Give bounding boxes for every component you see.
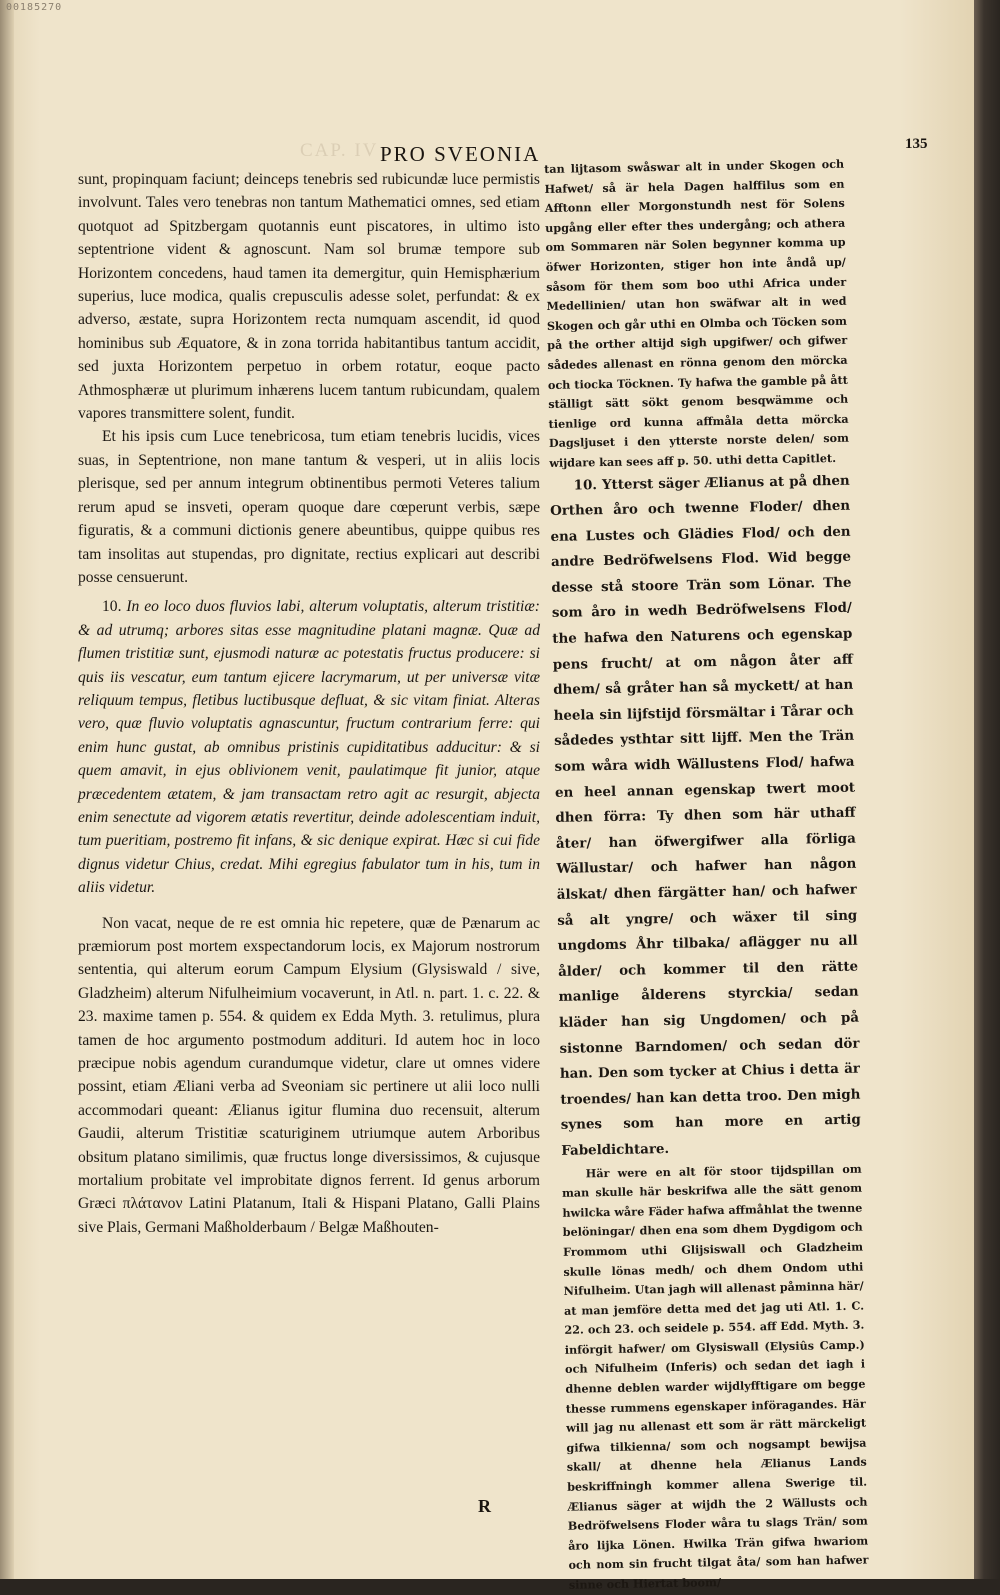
- signature-mark: R: [478, 1496, 491, 1516]
- library-stamp: 00185270: [6, 2, 63, 13]
- latin-paragraph-2: Et his ipsis cum Luce tenebricosa, tum etiam tenebris lucidis, vices suas, in Septentrione, non mane tantum & vesperi, ut in aliis locis plerisque, sed per annum integrum obtinentibus permoti Veteres talium rerum apud se insveti, operam quoque dare cœperunt verbis, sæpe figuratis, & a communi dictionis genere abeuntibus, quippe quibus res tam insolitas aut stupendas, pro dignitate, rectius explicari aut describi posse censuerunt.: [78, 428, 540, 586]
- page-gutter: [0, 0, 14, 1579]
- latin-paragraph-1: sunt, propinquam faciunt; deinceps tenebris sed rubicundæ luce permistis involvunt. Tales vero tenebras non tantum Mathematici omnes, sed etiam quotquot ad Spitzbergam quotannis eunt piscatores, in ultimo isto septentrione vident & agnoscunt. Nam sol brumæ tempore sub Horizontem concedens, haud tamen ita demergitur, quin Hemisphærium superius, luce modica, qualis crepusculis adesse solet, perfundat: & ex adverso, æstate, supra Horizontem recta numquam ascendit, id quod hominibus sub Æquatore, & in zona torrida habitantibus tantum accidit, sed juxta Horizontem perpetuo in orbem rotatur, eoque pacto Athmosphæræ ut plurimum inhærens lucem tantum rubicundam, qualem vapores transmittere solent, fundit.: [78, 171, 540, 423]
- book-edge: [974, 0, 1000, 1579]
- swedish-column: [544, 155, 869, 1595]
- latin-quote-paragraph: [78, 595, 540, 899]
- swedish-paragraph-1: tan lijtasom swåswar alt in under Skogen och Hafwet/ så är hela Dagen halffilus som en Afftonn eller Morgonstundh nest för Solens upgång eller efter thes undergång; och athera om Sommaren när Solen begynner komma up öfwer Horizonten, stiger hon inte åndå up/ såsom för them som boo uthi Africa under Medellinien/ utan hon swäfwar alt in wed Skogen och går uthi en Olmba och Töcken som på the orther altijd sigh upgifwer/ och gifwer sådedes allenast en rönna genom den mörcka och tiocka Töcknen. Ty hafwa the gamble på ått ställigt sätt sökt genom besqwämme och tienlige ord kunna affmåla detta mörcka Dagsljuset i den ytterste norste delen/ som wijdare kan sees aff p. 50. uthi detta Capitlet.: [544, 156, 850, 470]
- section-number: 10.: [102, 598, 122, 616]
- swedish-paragraph-3: Här were en alt för stoor tijdspillan om man skulle här beskrifwa alle the sätt genom hwilcka wåre Fäder hafwa affmåhlat the twenne belöningar/ dhen ena som dhem Dygdigom och Frommom uthi Glijsiswall och Gladzheim skulle lönas medh/ och dhem Ondom uthi Nifulheim. Utan jagh will allenast påminna här/ at man jemföre detta med det jag uti Atl. 1. C. 22. och 23. och seidele p. 554. aff Edd. Myth. 3. införgit hafwer/ om Glysiswall (Elysiûs Camp.) och Nifulheim (Inferis) och sedan det iagh i dhenne deblen warder wijdlyfftigare om begge thesse rummens egenskaper införagandes. Här will jag nu allenast ett som är rätt märckeligt gifwa tilkienna/ som och nogsampt bewijsa skall/ at dhenne hela Ælianus Lands beskriffningh kommer allena Swerige til. Ælianus säger at wijdh the 2 Wällusts och Bedröfwelsens Floder wåra tu slags Trän/ som åro lijka Lönen. Hwilka Trän gifwa hwariom och nom sin frucht tilgat åta/ som han hafwer sinne och Hiertat boom/: [561, 1161, 869, 1592]
- page-number: 135: [905, 136, 928, 152]
- latin-paragraph-4: Non vacat, neque de re est omnia hic repetere, quæ de Pænarum ac præmiorum post mortem exspectandorum locis, ex Majorum nostrorum sententia, qui alterum eorum Campum Elysium (Glysiswald / sive, Gladzheim) alterum Nifulheimium vocaverunt, in Atl. n. part. 1. c. 22. & 23. maxime tamen p. 554. & quidem ex Edda Myth. 3. retulimus, plura tamen de hoc argumento postmodum addituri. Id autem hoc in loco præcipue nobis agendum curandumque videtur, clare ut omnes videre possint, etiam Æliani verba ad Sveoniam sic pertinere ut alii loco nulli accommodari queant: Ælianus igitur flumina duo recensuit, alterum Gaudii, alterum Tristitiæ scaturiginem utriumque autem Arboribus obsitum platano similimis, quæ fructus longe diversissimos, & cujusque mortalium probitate vel improbitate dignos ferrent. Id genus arborum Græci πλάτανον Latini Platanum, Itali & Hispani Platano, Galli Plains sive Plais, Germani Maßholderbaum / Belgæ Maßhouten-: [78, 914, 540, 1236]
- show-through-header: CAP. IV: [300, 140, 379, 161]
- section-number-swedish: 10.: [573, 476, 598, 494]
- latin-column: [78, 168, 540, 1239]
- swedish-quote-paragraph: [549, 468, 861, 1164]
- swedish-quote: Ytterst säger Ælianus at på dhen Orthen åro och twenne Floder/ dhen ena Lustes och Glädies Flod/ och den andre Bedröfwelsens Flod. Wid begge desse stå stoore Trän som Lönar. The som åro in wedh Bedröfwelsens Flod/ the hafwa den Naturens och egenskap pens frucht/ at om någon åter aff dhem/ så gråter han så myckett/ at han heela sin lijfstijd försmältar i Tårar och sådedes ysthtar sitt lijff. Men the Trän som wåra widh Wällustens Flod/ hafwa en heel annan egenskap twert moot dhen förra: Ty dhen som här uthaff åter/ han öfwergifwer alla förliga Wällustar/ och hafwer han någon älskat/ dhen färgätter han/ och hafwer så alt yngre/ och wäxer til sing ungdoms Åhr tilbaka/ aflägger nu all ålder/ och kommer til den rätte manlige ålderens styrckia/ sedan kläder han sig Ungdomen/ och på sistonne Barndomen/ och sedan dör han. Den som tycker at Chius i detta är troendes/ han kan detta troo. Den migh synes som han more en artig Fabeldichtare.: [549, 472, 861, 1159]
- aelianus-quote: In eo loco duos fluvios labi, alterum voluptatis, alterum tristitiæ: & ad utrumq; arbores sitas esse magnitudine platani magnæ. Quæ ad flumen tristitiæ sunt, ejusmodi naturæ ac potestatis fructus producere: si quis iis vescatur, eum tantum ejicere lacrymarum, ut per universæ vitæ reliquum tempus, fletibus luctibusque defluat, & sic vitam finiat. Alteras vero, quæ fluvio voluptatis agnascuntur, fructum contrarium ferre: qui enim hunc gustat, ab omnibus pristinis cupiditatibus adducitur: & si quem amavit, in ejus oblivionem venit, paulatimque fit junior, atque præcedentem ætatem, & jam transactam retro agit ac resurgit, abjecta enim senectute ad vigorem ætatis revertitur, deinde adolescentiam induit, tum pueritiam, postremo fit infans, & sic denique expirat. Hæc si cui fide dignus videtur Chius, credat. Mihi egregius fabulator tum in his, tum in aliis videtur.: [78, 598, 540, 897]
- running-header: PRO SVEONIA: [380, 142, 541, 166]
